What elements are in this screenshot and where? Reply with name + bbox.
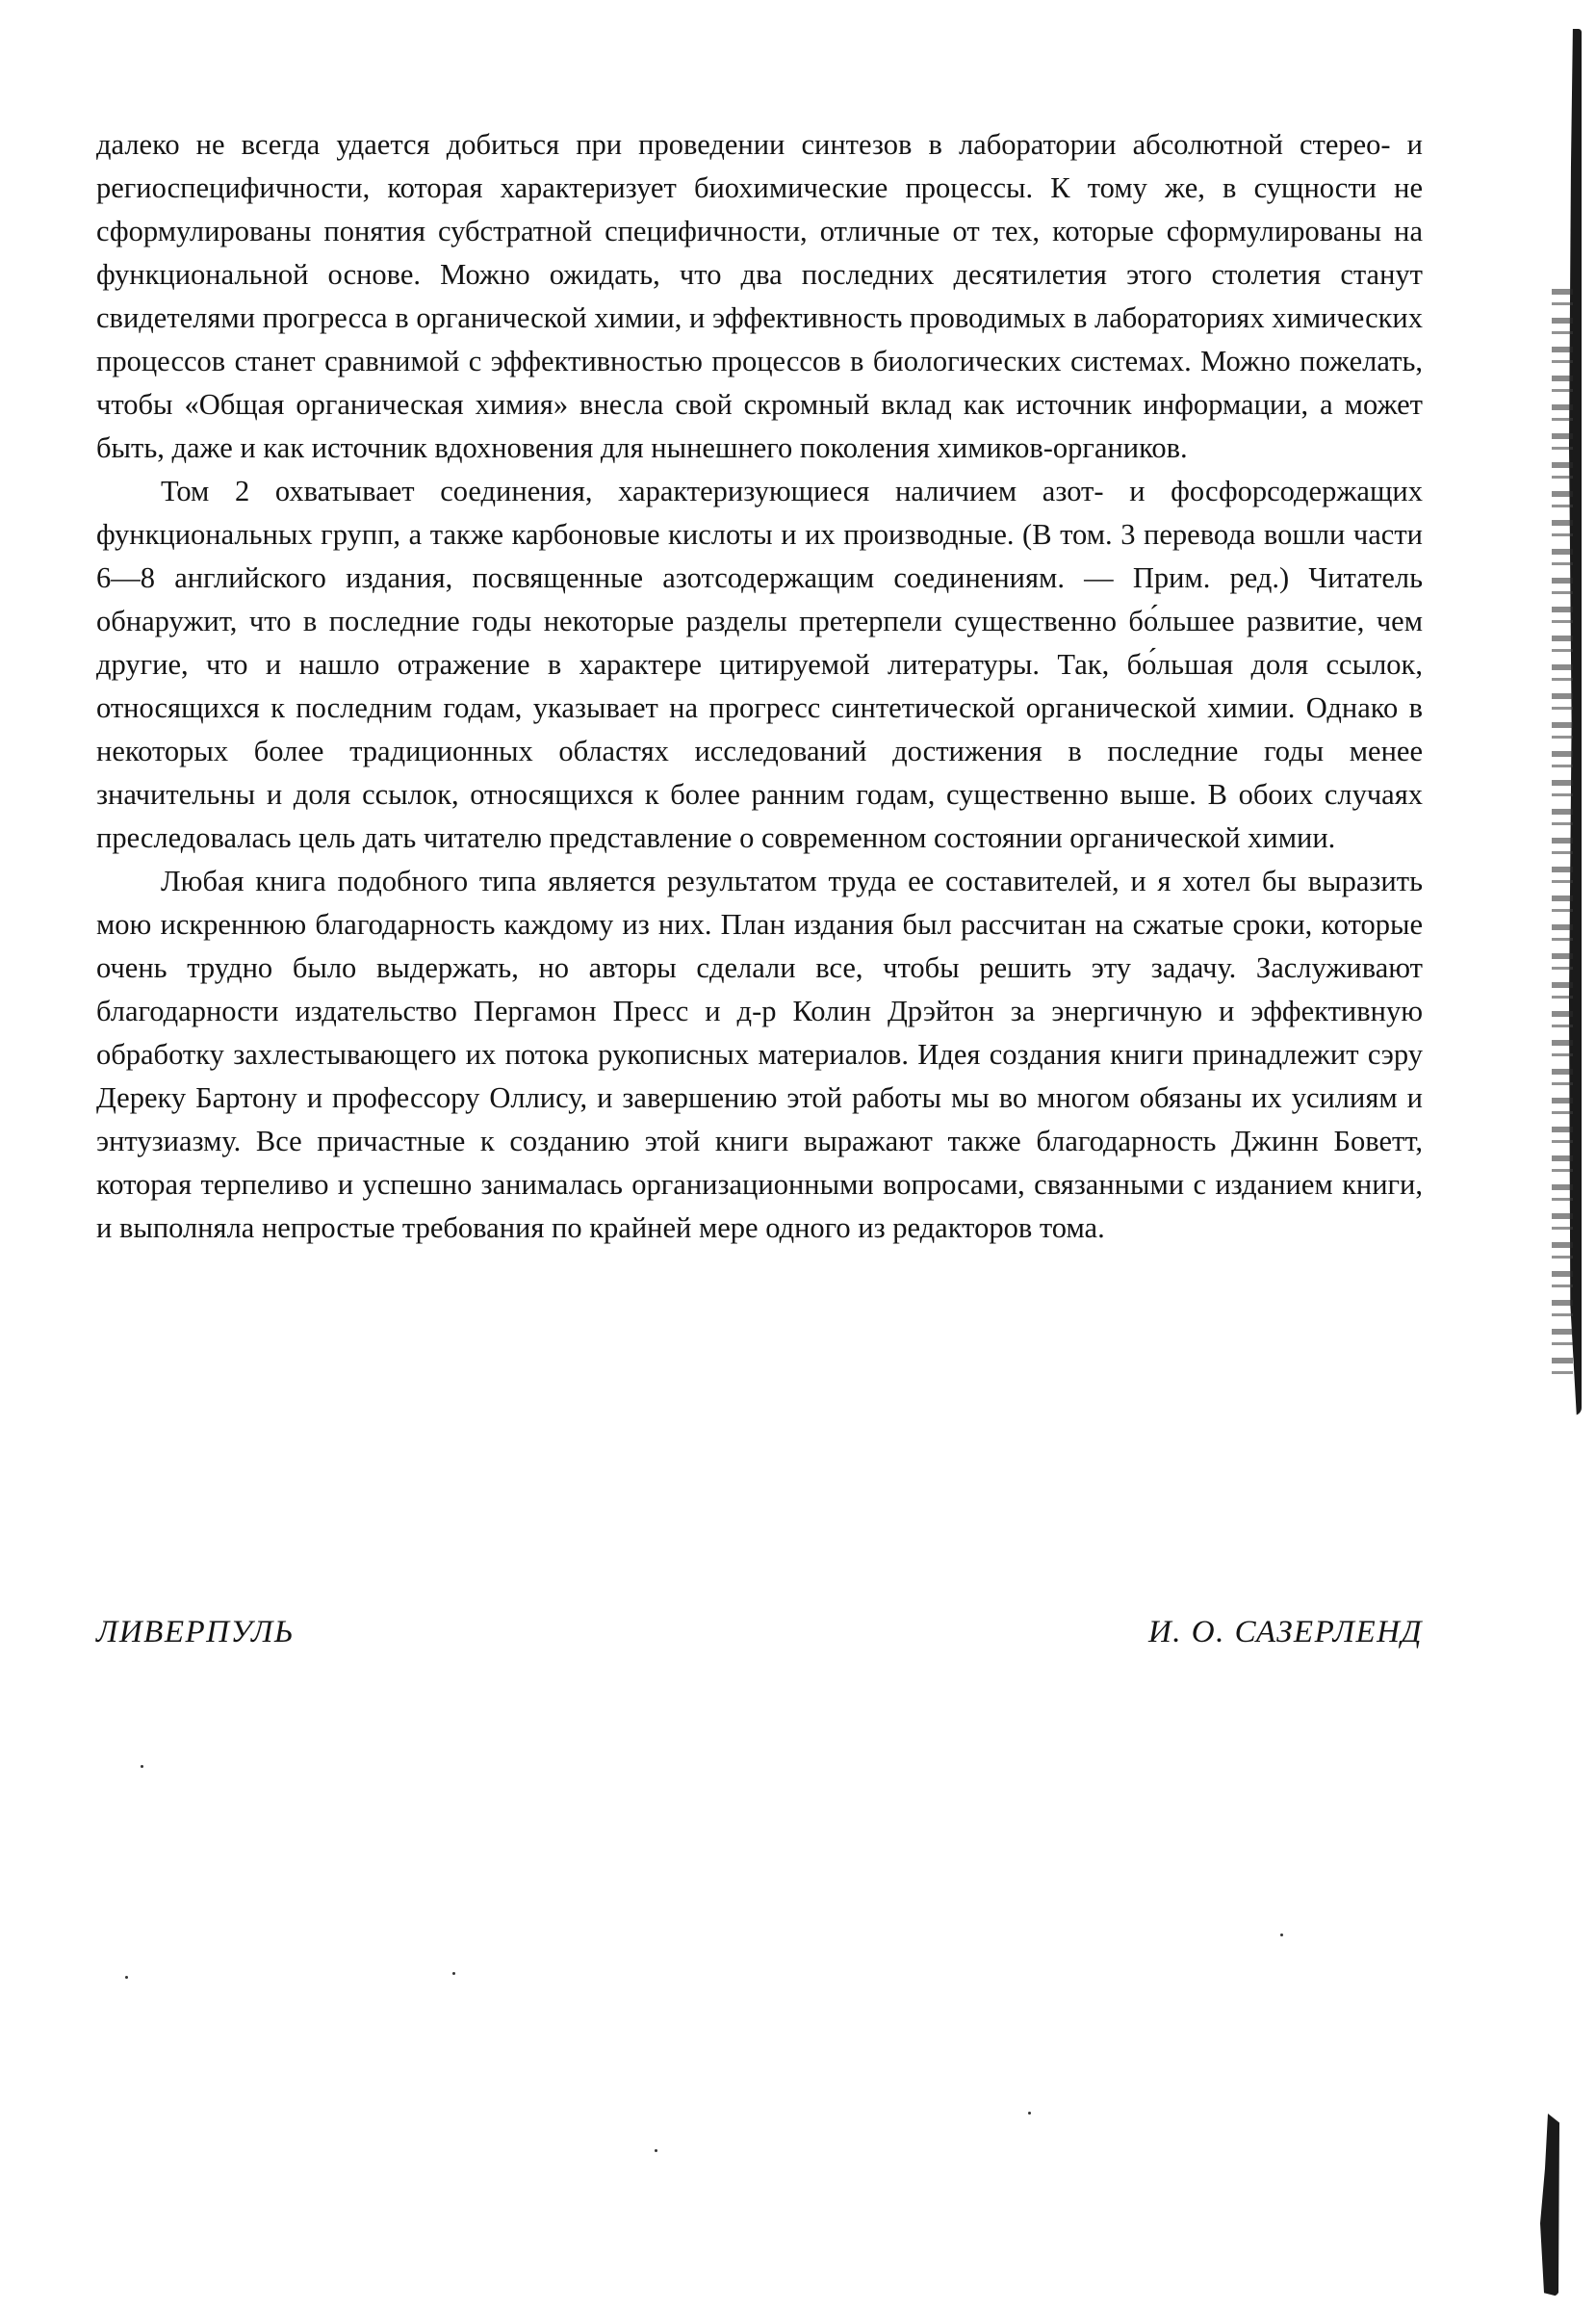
signature-author: И. О. САЗЕРЛЕНД — [1147, 1615, 1423, 1649]
scan-speck — [655, 2149, 657, 2152]
signature-line — [96, 1615, 1423, 1663]
paragraph-continuation: далеко не всегда удается добиться при проведении синтезов в лаборатории абсолютной стерео- и региоспецифичности, которая характеризует биохимические процессы. К тому же, в сущности не сформулированы понятия субстратной специфичности, отличные от тех, которые сформулированы на функциональной основе. Можно ожидать, что два последних десятилетия этого столетия станут свидетелями прогресса в органической химии, и эффективность проводимых в лабораториях химических процессов станет сравнимой с эффективностью процессов в биологических системах. Можно пожелать, чтобы «Общая органическая химия» внесла свой скромный вклад как источник информации, а может быть, даже и как источник вдохновения для нынешнего поколения химиков-органиков. — [96, 128, 1423, 464]
signature-place: ЛИВЕРПУЛЬ — [96, 1615, 295, 1649]
paragraph-volume-contents: Том 2 охватывает соединения, характеризующиеся наличием азот- и фосфорсодержащих функциональных групп, а также карбоновые кислоты и их производные. (В том. 3 перевода вошли части 6—8 английского издания, посвященные азотсодержащим соединениям. — Прим. ред.) Читатель обнаружит, что в последние годы некоторые разделы претерпели существенно бо́льшее развитие, чем другие, что и нашло отражение в характере цитируемой литературы. Так, бо́льшая доля ссылок, относящихся к последним годам, указывает на прогресс синтетической органической химии. Однако в некоторых более традиционных областях исследований достижения в последние годы менее значительны и доля ссылок, относящихся к более ранним годам, существенно выше. В обоих случаях преследовалась цель дать читателю представление о современном состоянии органической химии. — [96, 475, 1423, 854]
scan-edge-shadow-bottom — [1540, 2114, 1559, 2297]
scan-speck — [452, 1972, 455, 1975]
body-text — [96, 123, 1423, 1250]
scan-speck — [1028, 2112, 1031, 2115]
scan-speck — [141, 1765, 143, 1768]
scan-edge-noise — [1552, 289, 1573, 1377]
scan-speck — [125, 1976, 128, 1979]
scan-speck — [1280, 1934, 1283, 1936]
paragraph-acknowledgements: Любая книга подобного типа является результатом труда ее составителей, и я хотел бы выразить мою искреннюю благодарность каждому из них. План издания был рассчитан на сжатые сроки, которые очень трудно было выдержать, но авторы сделали все, чтобы решить эту задачу. Заслуживают благодарности издательство Пергамон Пресс и д-р Колин Дрэйтон за энергичную и эффективную обработку захлестывающего их потока рукописных материалов. Идея создания книги принадлежит сэру Дереку Бартону и профессору Оллису, и завершению этой работы мы во многом обязаны их усилиям и энтузиазму. Все причастные к созданию этой книги выражают также благодарность Джинн Боветт, которая терпеливо и успешно занималась организационными вопросами, связанными с изданием книги, и выполняла непростые требования по крайней мере одного из редакторов тома. — [96, 865, 1423, 1244]
